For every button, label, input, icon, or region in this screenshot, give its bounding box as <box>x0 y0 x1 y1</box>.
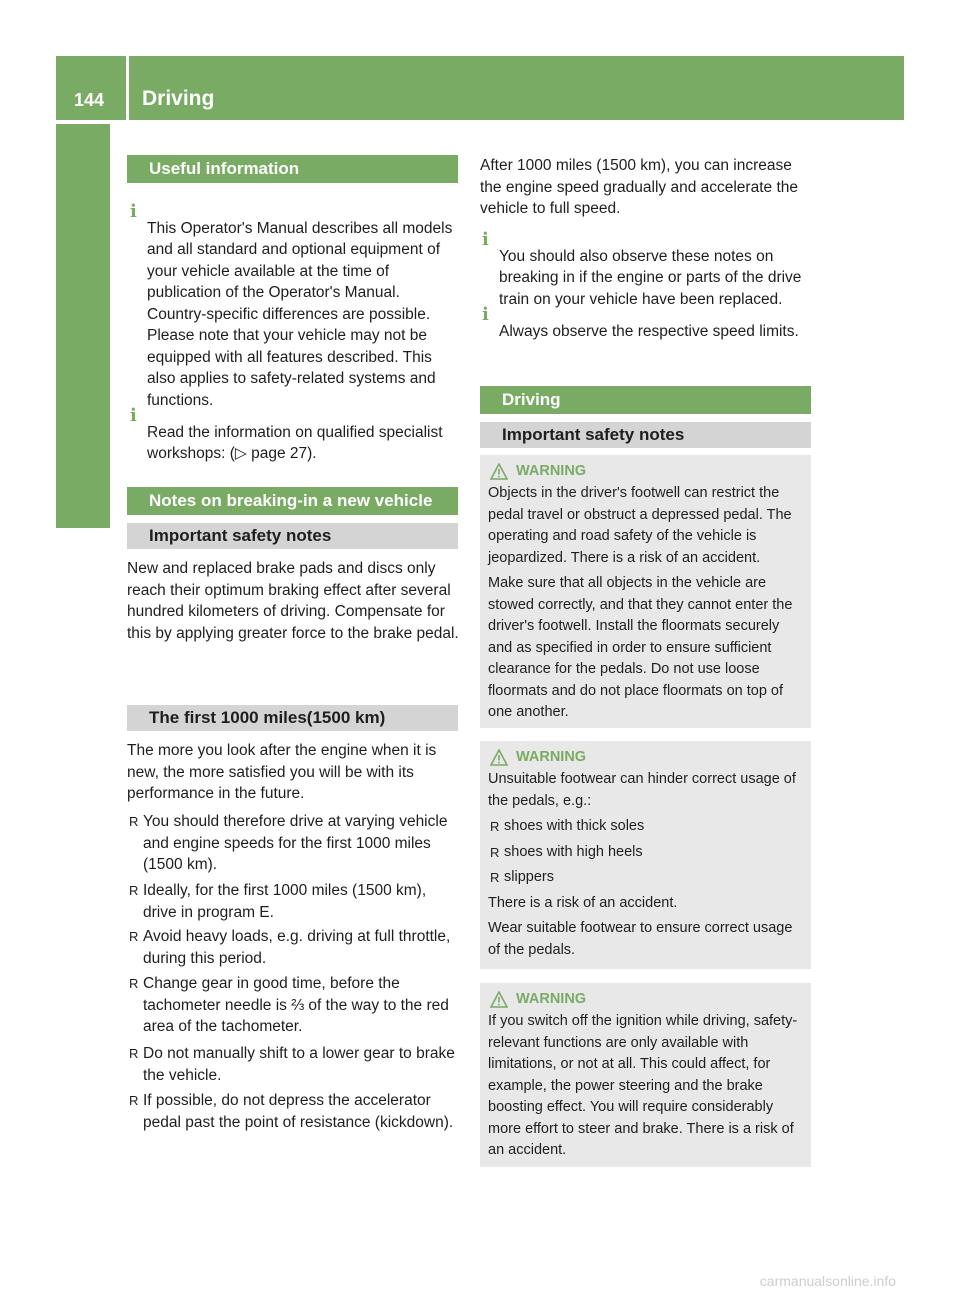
list-item: R Do not manually shift to a lower gear to brake the vehicle. <box>129 1045 455 1084</box>
warning-text: If you switch off the ignition while driving, safety-relevant functions are only available with limitations, or not at all. This could affect, for example, the power steering and the brake boosting effect. You will require considerably more effort to steer and brake. There is a risk of an accident. <box>488 1013 798 1158</box>
warning-label: WARNING <box>516 991 587 1008</box>
info-note <box>129 202 459 427</box>
useful-information-heading: Useful information <box>127 155 458 183</box>
list-item: R You should therefore drive at varying vehicle and engine speeds for the first 1000 miles (1500 km). <box>129 813 448 873</box>
warning-header <box>490 461 803 483</box>
breaking-in-heading: Notes on breaking-in a new vehicle <box>127 487 458 515</box>
info-note-text: Always observe the respective speed limits. <box>499 322 799 340</box>
warning-header <box>490 989 803 1011</box>
warning-label: WARNING <box>516 749 587 766</box>
info-note-text: You should also observe these notes on breaking in if the engine or parts of the drive train on your vehicle have been replaced. <box>499 247 802 308</box>
list-item: R shoes with thick soles <box>490 818 645 834</box>
info-icon: i <box>482 304 489 325</box>
list-item: R Avoid heavy loads, e.g. driving at full throttle, during this period. <box>129 928 451 967</box>
warning-text: Unsuitable footwear can hinder correct usage of the pedals, e.g.: <box>488 771 796 809</box>
list-item: R shoes with high heels <box>490 843 643 860</box>
sidebar-label: Driving and parking <box>83 268 106 466</box>
list-item: R Change gear in good time, before the tachometer needle is ⅔ of the way to the red area of the tachometer. <box>129 975 449 1035</box>
info-note <box>481 305 812 358</box>
page-number: 144 <box>73 90 105 110</box>
info-icon: i <box>482 229 489 250</box>
list-item: R If possible, do not depress the accelerator pedal past the point of resistance (kickdown). <box>129 1092 454 1131</box>
important-safety-notes-heading: Important safety notes <box>480 422 811 448</box>
warning-text: Objects in the driver's footwell can restrict the pedal travel or obstruct a depressed pedal. The operating and road safety of the vehicle is jeopardized. There is a risk of an accident. <box>488 485 792 566</box>
watermark: carmanualsonline.info <box>759 1272 896 1289</box>
warning-box <box>480 983 811 1167</box>
safety-text: New and replaced brake pads and discs only reach their optimum braking effect after several hundred kilometers of driving. Compensate for this by applying greater force to the brake pedal. <box>127 560 459 642</box>
info-note-text: Read the information on qualified specialist workshops: (▷ page 27). <box>147 423 443 462</box>
warning-triangle-icon <box>490 749 508 767</box>
warning-text: There is a risk of an accident. <box>488 894 678 911</box>
warning-text: Wear suitable footwear to ensure correct usage of the pedals. <box>488 920 793 958</box>
info-icon: i <box>130 201 137 222</box>
driving-heading: Driving <box>480 386 811 414</box>
important-safety-notes-heading: Important safety notes <box>127 523 458 549</box>
header-divider <box>126 56 129 120</box>
info-icon: i <box>130 405 137 426</box>
warning-box <box>480 455 811 728</box>
list-item: R slippers <box>490 869 554 885</box>
warning-text: Make sure that all objects in the vehicle are stowed correctly, and that they cannot enter the driver's footwell. Install the floormats securely and as specified in order to ensure sufficient clearance for the pedals. Do not use loose floormats and do not place floormats on top of one another. <box>488 575 793 720</box>
first-1000-miles-heading: The first 1000 miles(1500 km) <box>127 705 458 731</box>
warning-box <box>480 741 811 969</box>
info-note-text: This Operator's Manual describes all models and all standard and optional equipment of your vehicle available at the time of publication of the Operator's Manual. Country-specific differences are possible. Please note that your vehicle may not be equipped with all features described. This also applies to safety-related systems and functions. <box>147 219 453 409</box>
warning-triangle-icon <box>490 463 508 481</box>
page-title: Driving <box>142 87 215 110</box>
warning-header <box>490 747 803 769</box>
warning-label: WARNING <box>516 463 587 480</box>
warning-triangle-icon <box>490 991 508 1009</box>
first-1000-intro: The more you look after the engine when it is new, the more satisfied you will be with its performance in the future. <box>127 742 437 802</box>
list-item: R Ideally, for the first 1000 miles (1500 km), drive in program E. <box>129 882 427 921</box>
info-note <box>129 406 459 480</box>
after-1000-text: After 1000 miles (1500 km), you can increase the engine speed gradually and accelerate the vehicle to full speed. <box>480 157 798 217</box>
